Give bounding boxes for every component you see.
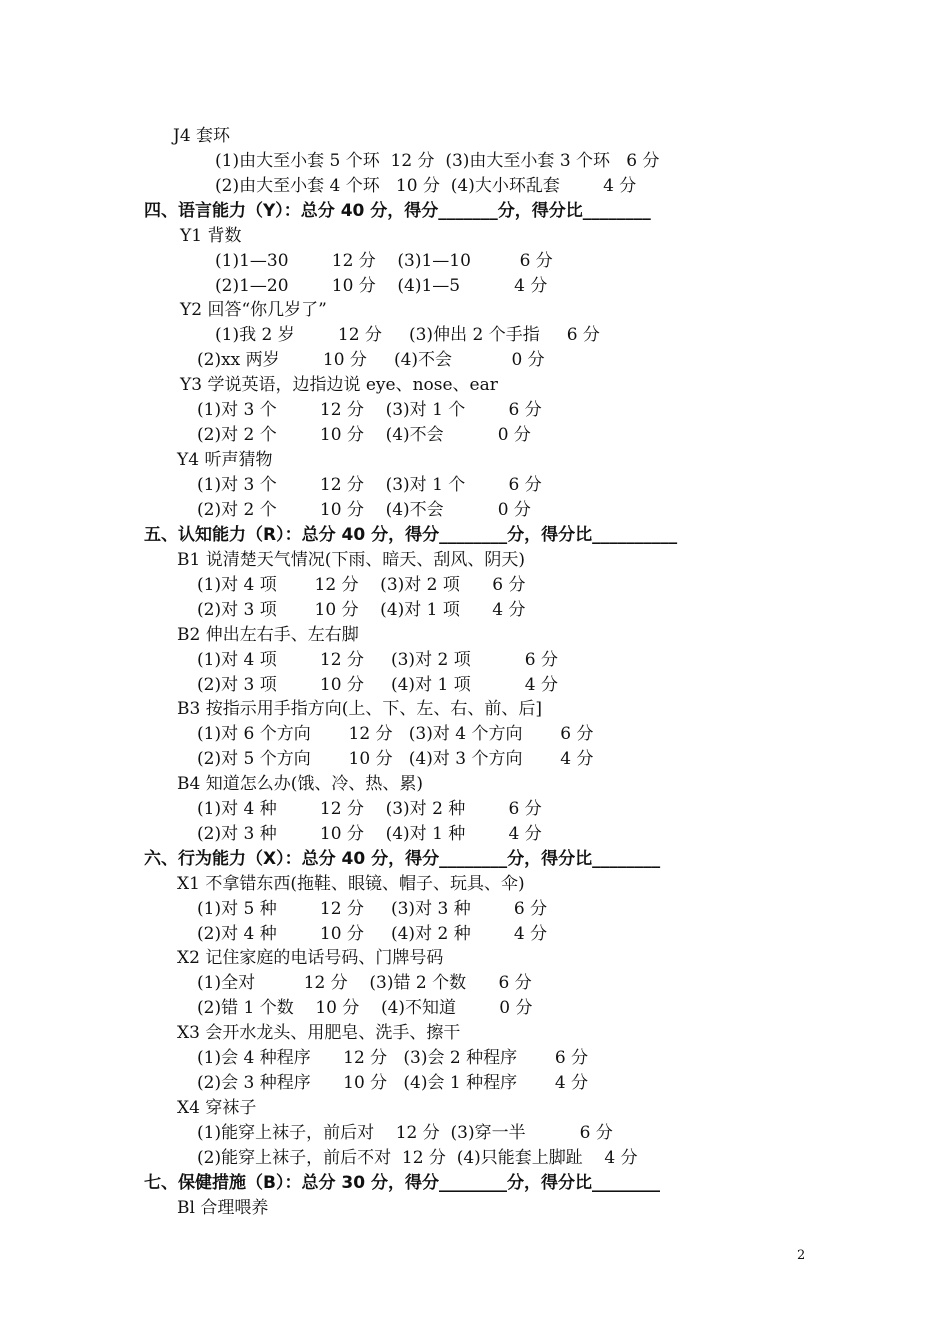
option-line: (1)能穿上袜子，前后对 12 分 (3)穿一半 6 分 (197, 1123, 613, 1143)
item-heading: X1 不拿错东西(拖鞋、眼镜、帽子、玩具、伞) (177, 874, 525, 894)
option-line: (2)对 2 个 10 分 (4)不会 0 分 (197, 500, 531, 520)
option-line: (2)由大至小套 4 个环 10 分 (4)大小环乱套 4 分 (215, 176, 637, 196)
option-line: (1)对 5 种 12 分 (3)对 3 种 6 分 (197, 899, 548, 919)
option-line: (2)能穿上袜子，前后不对 12 分 (4)只能套上脚趾 4 分 (197, 1148, 638, 1168)
item-heading: B1 说清楚天气情况(下雨、暗天、刮风、阴天) (177, 550, 525, 570)
option-line: (1)会 4 种程序 12 分 (3)会 2 种程序 6 分 (197, 1048, 589, 1068)
section-heading: 四、语言能力（Y）：总分 40 分，得分_______分，得分比________ (144, 201, 651, 221)
option-line: (1)对 6 个方向 12 分 (3)对 4 个方向 6 分 (197, 724, 594, 744)
item-heading: B2 伸出左右手、左右脚 (177, 625, 359, 645)
option-line: (2)对 4 种 10 分 (4)对 2 种 4 分 (197, 924, 548, 944)
item-heading: Bl 合理喂养 (177, 1198, 269, 1218)
option-line: (1)对 4 项 12 分 (3)对 2 项 6 分 (197, 650, 558, 670)
item-heading: X3 会开水龙头、用肥皂、洗手、擦干 (177, 1023, 461, 1043)
option-line: (1)对 3 个 12 分 (3)对 1 个 6 分 (197, 475, 542, 495)
option-line: (1)全对 12 分 (3)错 2 个数 6 分 (197, 973, 532, 993)
option-line: (1)1—30 12 分 (3)1—10 6 分 (215, 251, 553, 271)
item-heading: Y3 学说英语，边指边说 eye、nose、ear (180, 375, 498, 395)
section-heading: 七、保健措施（B）：总分 30 分，得分________分，得分比________ (144, 1173, 660, 1193)
item-heading: B4 知道怎么办(饿、冷、热、累) (177, 774, 423, 794)
option-line: (2)对 3 项 10 分 (4)对 1 项 4 分 (197, 600, 526, 620)
option-line: (1)对 4 种 12 分 (3)对 2 种 6 分 (197, 799, 542, 819)
item-heading: Y2 回答“你几岁了” (180, 300, 327, 320)
option-line: (2)错 1 个数 10 分 (4)不知道 0 分 (197, 998, 533, 1018)
section-heading: 六、行为能力（X）：总分 40 分，得分________分，得分比________ (144, 849, 661, 869)
item-heading: Y1 背数 (180, 226, 242, 246)
item-heading: Y4 听声猜物 (177, 450, 273, 470)
item-heading: B3 按指示用手指方向(上、下、左、右、前、后] (177, 699, 542, 719)
page-number: 2 (797, 1248, 806, 1263)
item-heading: X2 记住家庭的电话号码、门牌号码 (177, 948, 444, 968)
option-line: (1)对 4 项 12 分 (3)对 2 项 6 分 (197, 575, 526, 595)
option-line: (2)xx 两岁 10 分 (4)不会 0 分 (197, 350, 545, 370)
option-line: (2)会 3 种程序 10 分 (4)会 1 种程序 4 分 (197, 1073, 589, 1093)
section-heading: 五、认知能力（R）：总分 40 分，得分________分，得分比__________ (144, 525, 678, 545)
option-line: (2)对 3 种 10 分 (4)对 1 种 4 分 (197, 824, 542, 844)
option-line: (1)由大至小套 5 个环 12 分 (3)由大至小套 3 个环 6 分 (215, 151, 660, 171)
option-line: (1)对 3 个 12 分 (3)对 1 个 6 分 (197, 400, 542, 420)
option-line: (2)对 5 个方向 10 分 (4)对 3 个方向 4 分 (197, 749, 594, 769)
option-line: (2)对 2 个 10 分 (4)不会 0 分 (197, 425, 531, 445)
item-heading: X4 穿袜子 (177, 1098, 257, 1118)
option-line: (1)我 2 岁 12 分 (3)伸出 2 个手指 6 分 (215, 325, 600, 345)
option-line: (2)1—20 10 分 (4)1—5 4 分 (215, 276, 548, 296)
option-line: (2)对 3 项 10 分 (4)对 1 项 4 分 (197, 675, 558, 695)
item-heading: J4 套环 (173, 126, 231, 146)
